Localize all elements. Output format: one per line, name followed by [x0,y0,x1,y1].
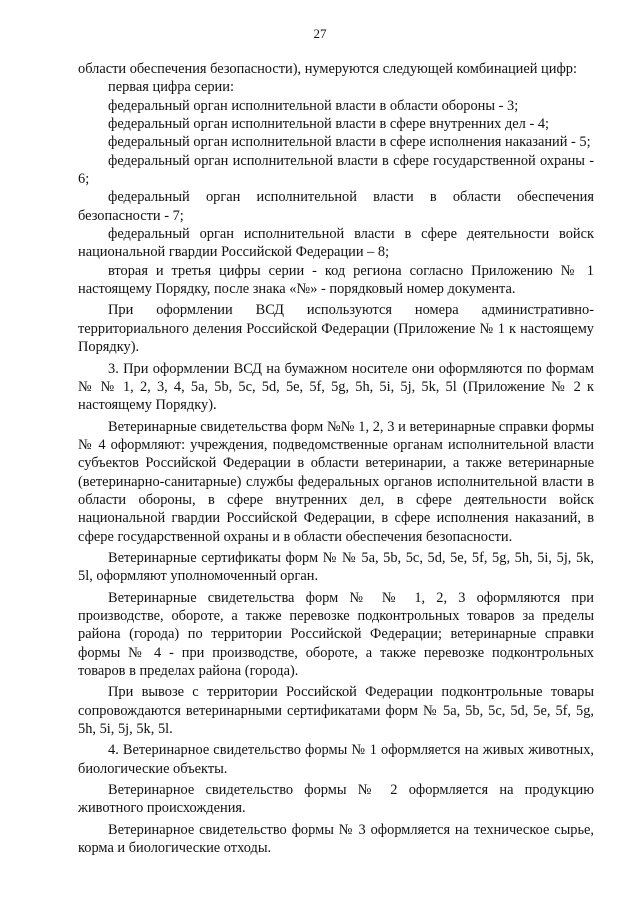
paragraph: 4. Ветеринарное свидетельство формы № 1 оформляется на живых животных, биологические объекты. [78,742,594,777]
paragraph: федеральный орган исполнительной власти в области обеспечения безопасности - 7; [78,189,594,224]
paragraph: Ветеринарные сертификаты форм № № 5a, 5b, 5c, 5d, 5e, 5f, 5g, 5h, 5i, 5j, 5k, 5l, оформляют уполномоченный орган. [78,549,594,585]
paragraph: 3. При оформлении ВСД на бумажном носителе они оформляются по формам № № 1, 2, 3, 4, 5a, 5b, 5c, 5d, 5e, 5f, 5g, 5h, 5i, 5j, 5k, 5l (Приложение № 2 к настоящему Порядку). [78,360,594,414]
paragraph: При вывозе с территории Российской Федерации подконтрольные товары сопровождаются ветеринарными сертификатами форм № 5a, 5b, 5c, 5d, 5e, 5f, 5g, 5h, 5i, 5j, 5k, 5l. [78,684,594,738]
page-number: 27 [313,26,327,41]
paragraph: Ветеринарное свидетельство формы № 3 оформляется на техническое сырье, корма и биологические отходы. [78,821,594,857]
paragraph: федеральный орган исполнительной власти в сфере исполнения наказаний - 5; [108,134,591,151]
document-body [78,60,594,857]
paragraph: федеральный орган исполнительной власти в сфере государственной охраны - 6; [78,152,594,188]
paragraph: Ветеринарное свидетельство формы № 2 оформляется на продукцию животного происхождения. [78,782,594,817]
paragraph: федеральный орган исполнительной власти в области обороны - 3; [108,97,519,114]
paragraph: первая цифра серии: [108,79,234,96]
paragraph: федеральный орган исполнительной власти в сфере деятельности войск национальной гвардии Российской Федерации – 8; [78,226,594,261]
paragraph: Ветеринарные свидетельства форм №№ 1, 2, 3 и ветеринарные справки формы № 4 оформляют: учреждения, подведомственные органам исполнительной власти субъектов Российской Федерации в области ветеринарии, а также ветеринарные (ветеринарно-санитарные) службы федеральных органов исполнительной власти в области обороны, в сфере внутренних дел, в сфере деятельности войск национальной гвардии Российской Федерации, в сфере исполнения наказаний, в сфере государственной охраны и в области обеспечения безопасности. [78,418,594,545]
paragraph: При оформлении ВСД используются номера административно-территориального деления Российской Федерации (Приложение № 1 к настоящему Порядку). [78,302,594,356]
paragraph: вторая и третья цифры серии - код региона согласно Приложению № 1 настоящему Порядку, после знака «№» - порядковый номер документа. [78,262,594,298]
paragraph: федеральный орган исполнительной власти в сфере внутренних дел - 4; [108,116,550,133]
paragraph: Ветеринарные свидетельства форм № № 1, 2, 3 оформляются при производстве, обороте, а также перевозке подконтрольных товаров за пределы района (города) по территории Российской Федерации; ветеринарные справки формы № 4 - при производстве, обороте, а также перевозке подконтрольных товаров в пределах района (города). [78,589,594,679]
paragraph: области обеспечения безопасности), нумеруются следующей комбинацией цифр: [78,61,577,77]
